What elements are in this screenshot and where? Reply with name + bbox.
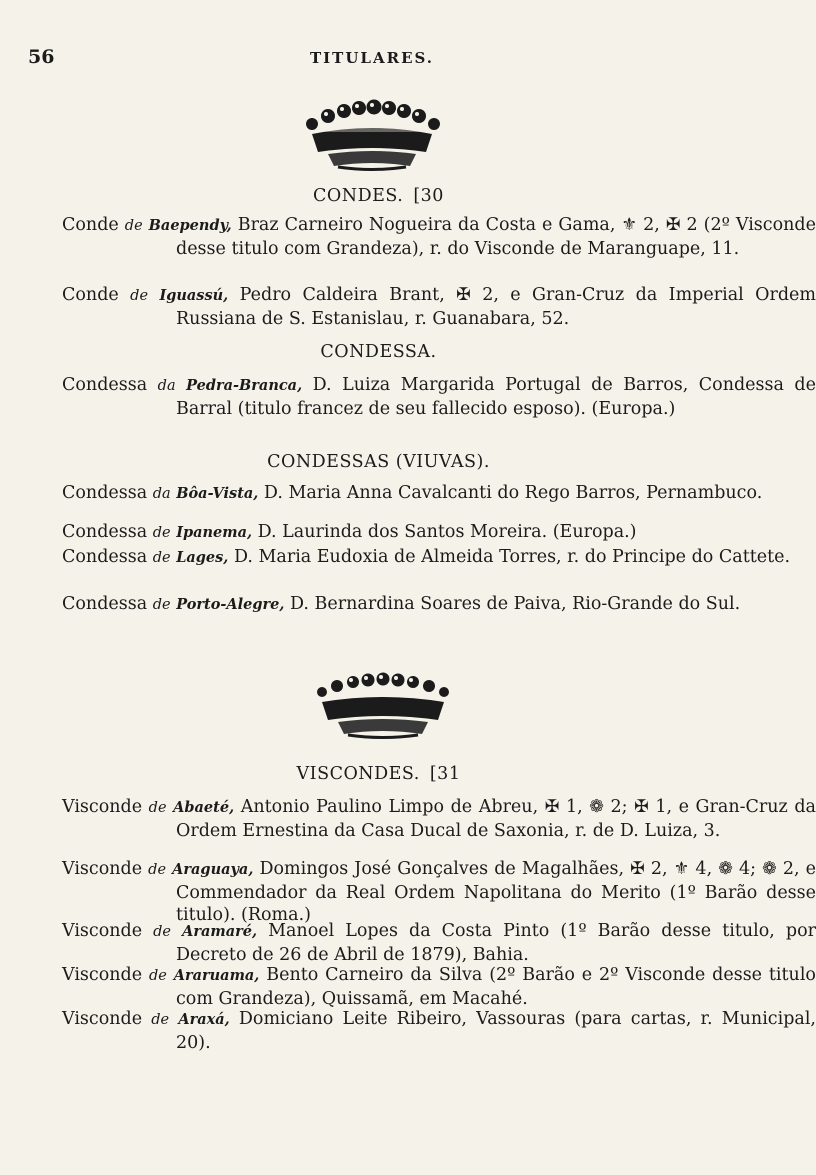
entry-place: Porto-Alegre, bbox=[176, 596, 285, 613]
entry-prep: da bbox=[157, 378, 176, 394]
entry-text: D. Maria Anna Cavalcanti do Rego Barros, Pernambuco. bbox=[263, 483, 763, 503]
entry-prep: de bbox=[152, 550, 171, 566]
entry-place: Baependy, bbox=[148, 217, 232, 234]
entry-text: Domiciano Leite Ribeiro, Vassouras (para cartas, r. Municipal, 20). bbox=[176, 1009, 816, 1053]
entry-rank: Condessa bbox=[62, 547, 148, 567]
section-title-condessa bbox=[0, 342, 757, 362]
entry-place: Araguaya, bbox=[172, 861, 254, 878]
entry-place: Ipanema, bbox=[176, 524, 253, 541]
entry-place: Iguassú, bbox=[159, 287, 229, 304]
running-title: TITULARES. bbox=[310, 49, 435, 67]
entry-text: D. Bernardina Soares de Paiva, Rio-Grande do Sul. bbox=[290, 594, 741, 614]
entry-place: Araruama, bbox=[173, 967, 260, 984]
entry-rank: Condessa bbox=[62, 375, 148, 395]
entry-text: Pedro Caldeira Brant, ✠ 2, e Gran-Cruz da Imperial Ordem Russiana de S. Estanislau, r. Guanabara, 52. bbox=[176, 285, 816, 329]
entry-visconde-araguaya bbox=[62, 858, 816, 927]
entry-condessa-boa-vista bbox=[62, 482, 816, 506]
entry-visconde-abaete bbox=[62, 796, 816, 842]
entry-visconde-aramare bbox=[62, 920, 816, 966]
page-header bbox=[0, 46, 757, 70]
entry-prep: de bbox=[152, 597, 171, 613]
entry-prep: de bbox=[148, 862, 167, 878]
entry-rank: Condessa bbox=[62, 483, 148, 503]
viscount-coronet-ornament bbox=[310, 672, 456, 742]
entry-rank: Condessa bbox=[62, 522, 148, 542]
count-coronet-ornament bbox=[298, 94, 446, 174]
entry-place: Aramaré, bbox=[182, 923, 258, 940]
section-heading: CONDES. bbox=[313, 186, 404, 206]
entry-conde-baependy bbox=[62, 214, 816, 260]
entry-place: Pedra-Branca, bbox=[186, 377, 303, 394]
section-title-condes bbox=[0, 186, 757, 206]
entry-rank: Visconde bbox=[62, 1009, 143, 1029]
entry-prep: de bbox=[151, 1012, 170, 1028]
entry-text: D. Maria Eudoxia de Almeida Torres, r. do Principe do Cattete. bbox=[233, 547, 791, 567]
entry-condessa-pedra-branca bbox=[62, 374, 816, 420]
section-title-viscondes bbox=[0, 764, 757, 784]
section-heading: CONDESSA. bbox=[320, 342, 437, 362]
entry-text: Braz Carneiro Nogueira da Costa e Gama, ⚜ 2, ✠ 2 (2º Visconde desse titulo com Grandeza), r. do Visconde de Maranguape, 11. bbox=[176, 215, 816, 259]
entry-prep: de bbox=[130, 288, 149, 304]
entry-place: Bôa-Vista, bbox=[176, 485, 259, 502]
entry-rank: Visconde bbox=[62, 797, 143, 817]
entry-prep: de bbox=[152, 525, 171, 541]
entry-place: Araxá, bbox=[178, 1011, 230, 1028]
entry-text: Domingos José Gonçalves de Magalhães, ✠ 2, ⚜ 4, ❁ 4; ❁ 2, e Commendador da Real Ordem Napolitana do Merito (1º Barão desse titulo). (Roma.) bbox=[176, 859, 816, 925]
entry-prep: da bbox=[152, 486, 171, 502]
entry-rank: Visconde bbox=[62, 965, 143, 985]
entry-condessa-porto-alegre bbox=[62, 593, 816, 617]
entry-text: Antonio Paulino Limpo de Abreu, ✠ 1, ❁ 2; ✠ 1, e Gran-Cruz da Ordem Ernestina da Casa Ducal de Saxonia, r. de D. Luiza, 3. bbox=[176, 797, 816, 841]
entry-condessa-lages bbox=[62, 546, 816, 570]
entry-prep: de bbox=[148, 800, 167, 816]
page-number: 56 bbox=[28, 46, 55, 68]
section-heading: CONDESSAS (VIUVAS). bbox=[267, 452, 490, 472]
entry-place: Abaeté, bbox=[173, 799, 235, 816]
entry-prep: de bbox=[153, 924, 172, 940]
section-ref: [30 bbox=[413, 186, 444, 206]
entry-text: D. Laurinda dos Santos Moreira. (Europa.) bbox=[257, 522, 637, 542]
section-ref: [31 bbox=[429, 764, 461, 784]
entry-text: D. Luiza Margarida Portugal de Barros, Condessa de Barral (titulo francez de seu fallecido esposo). (Europa.) bbox=[176, 375, 816, 419]
entry-rank: Conde bbox=[62, 285, 119, 305]
section-heading: VISCONDES. bbox=[296, 764, 420, 784]
section-title-condessas-viuvas bbox=[0, 452, 757, 472]
entry-prep: de bbox=[148, 968, 167, 984]
entry-rank: Visconde bbox=[62, 921, 143, 941]
entry-text: Manoel Lopes da Costa Pinto (1º Barão desse titulo, por Decreto de 26 de Abril de 1879), Bahia. bbox=[176, 921, 816, 965]
entry-rank: Condessa bbox=[62, 594, 148, 614]
entry-prep: de bbox=[124, 218, 143, 234]
entry-place: Lages, bbox=[176, 549, 229, 566]
entry-condessa-ipanema bbox=[62, 521, 816, 545]
entry-conde-iguassu bbox=[62, 284, 816, 330]
entry-visconde-araruama bbox=[62, 964, 816, 1010]
entry-visconde-araxa bbox=[62, 1008, 816, 1054]
entry-rank: Visconde bbox=[62, 859, 143, 879]
entry-rank: Conde bbox=[62, 215, 119, 235]
entry-text: Bento Carneiro da Silva (2º Barão e 2º Visconde desse titulo com Grandeza), Quissamã, em Macahé. bbox=[176, 965, 816, 1009]
